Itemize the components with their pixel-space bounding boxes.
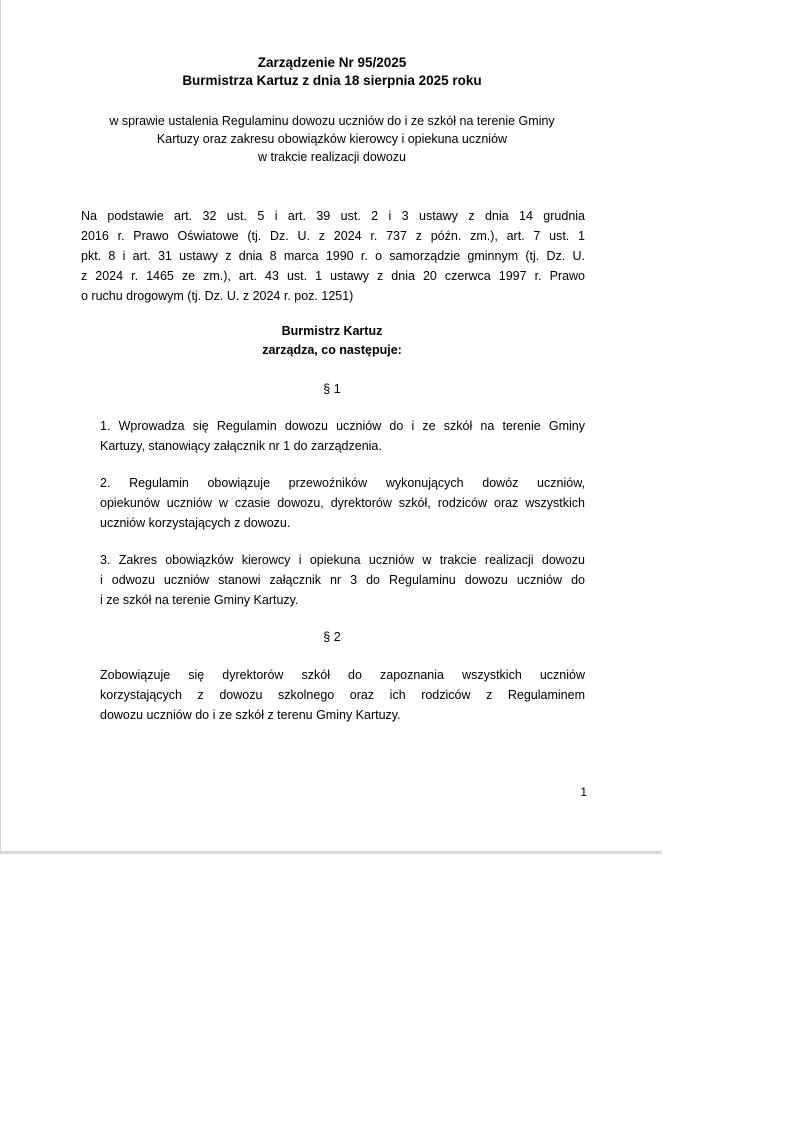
legal-basis-paragraph xyxy=(81,206,585,306)
point-2-line: uczniów korzystających z dowozu. xyxy=(100,516,291,530)
section-2-line: korzystających z dowozu szkolnego oraz ich rodziców z Regulaminem xyxy=(100,688,585,702)
point-1-line: Kartuzy, stanowiący załącznik nr 1 do zarządzenia. xyxy=(100,439,382,453)
point-3-line: i ze szkół na terenie Gminy Kartuzy. xyxy=(100,593,299,607)
page-number: 1 xyxy=(580,785,587,799)
subject-line-3: w trakcie realizacji dowozu xyxy=(258,150,406,164)
authority-name: Burmistrz Kartuz xyxy=(281,324,383,338)
subject-line-2: Kartuzy oraz zakresu obowiązków kierowcy i opiekuna uczniów xyxy=(156,132,508,146)
legal-basis-line: pkt. 8 i art. 31 ustawy z dnia 8 marca 1990 r. o samorządzie gminnym (tj. Dz. U. xyxy=(81,249,585,263)
document-title-line-2: Burmistrza Kartuz z dnia 18 sierpnia 2025 roku xyxy=(182,73,482,88)
point-3 xyxy=(100,550,585,610)
page-edge xyxy=(660,0,662,852)
legal-basis-line: o ruchu drogowym (tj. Dz. U. z 2024 r. poz. 1251) xyxy=(81,289,354,303)
point-2-line: opiekunów uczniów w czasie dowozu, dyrektorów szkół, rodziców oraz wszystkich xyxy=(100,496,585,510)
point-3-line: 3. Zakres obowiązków kierowcy i opiekuna uczniów w trakcie realizacji dowozu xyxy=(100,553,585,567)
point-1 xyxy=(100,416,585,456)
page-bottom-edge xyxy=(0,851,662,854)
legal-basis-line: z 2024 r. 1465 ze zm.), art. 43 ust. 1 ustawy z dnia 20 czerwca 1997 r. Prawo xyxy=(81,269,585,283)
document-title-line-1: Zarządzenie Nr 95/2025 xyxy=(257,55,407,70)
point-3-line: i odwozu uczniów stanowi załącznik nr 3 do Regulaminu dowozu uczniów do xyxy=(100,573,585,587)
section-1-heading: § 1 xyxy=(323,382,341,396)
point-2 xyxy=(100,473,585,533)
section-2-line: dowozu uczniów do i ze szkół z terenu Gminy Kartuzy. xyxy=(100,708,401,722)
authority-order: zarządza, co następuje: xyxy=(262,343,402,357)
section-2-line: Zobowiązuje się dyrektorów szkół do zapoznania wszystkich uczniów xyxy=(100,668,585,682)
section-2-paragraph xyxy=(100,665,585,725)
legal-basis-line: 2016 r. Prawo Oświatowe (tj. Dz. U. z 2024 r. 737 z późn. zm.), art. 7 ust. 1 xyxy=(81,229,585,243)
point-1-line: 1. Wprowadza się Regulamin dowozu uczniów do i ze szkół na terenie Gminy xyxy=(100,419,585,433)
subject-line-1: w sprawie ustalenia Regulaminu dowozu uczniów do i ze szkół na terenie Gminy xyxy=(109,114,555,128)
section-2-heading: § 2 xyxy=(323,630,341,644)
legal-basis-line: Na podstawie art. 32 ust. 5 i art. 39 ust. 2 i 3 ustawy z dnia 14 grudnia xyxy=(81,209,585,223)
point-2-line: 2. Regulamin obowiązuje przewoźników wykonujących dowóz uczniów, xyxy=(100,476,585,490)
